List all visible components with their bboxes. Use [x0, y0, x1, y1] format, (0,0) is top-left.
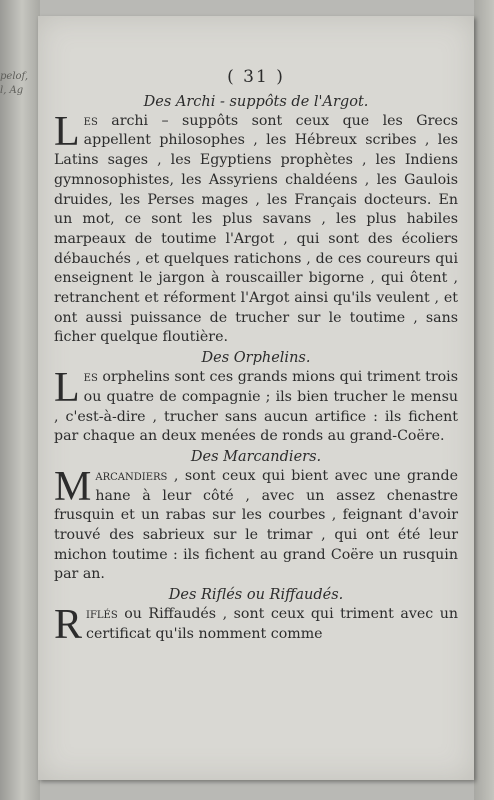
section-heading: Des Marcandiers. — [190, 448, 322, 465]
page-content — [54, 67, 458, 649]
background-right — [474, 0, 494, 800]
adjacent-page-edge — [0, 0, 40, 800]
paragraph-text: ou Riffaudés , sont ceux qui triment avec un certificat qu'ils nomment comme — [86, 606, 458, 642]
lead-word: arcandiers — [95, 467, 168, 484]
drop-cap: L — [54, 108, 80, 155]
drop-cap: M — [54, 463, 92, 510]
section-paragraph — [54, 365, 458, 447]
section-heading: Des Archi - suppôts de l'Argot. — [143, 93, 369, 110]
lead-word: es — [83, 369, 98, 386]
page-number: ( 31 ) — [227, 67, 285, 87]
section-heading: Des Riflés ou Riffaudés. — [168, 587, 344, 604]
book-page — [38, 16, 474, 780]
lead-word: es — [83, 112, 98, 129]
section-paragraph — [54, 463, 458, 585]
adjacent-page-line: pelof, — [0, 71, 29, 82]
section-heading: Des Orphelins. — [201, 350, 311, 367]
drop-cap: R — [54, 602, 83, 649]
paragraph-text: , sont ceux qui bient avec une grande hane à leur côté , avec un assez chenastre frusquin et un rabas sur les courbes , feignant d'avoir trouvé des sabrieux sur le trimar , qui ont été leur michon toutime : ils fichent au grand Coëre un rusquin par an. — [54, 467, 458, 583]
lead-word: iflés — [86, 606, 118, 623]
section-marcandiers — [54, 447, 458, 585]
adjacent-page-text — [0, 70, 36, 98]
section-rifles — [54, 585, 458, 649]
section-orphelins — [54, 348, 458, 447]
adjacent-page-line: l, Ag — [0, 85, 24, 96]
section-paragraph — [54, 108, 458, 348]
paragraph-text: archi – suppôts sont ceux que les Grecs appellent philosophes , les Hébreux scribes , les Latins sages , les Egyptiens prophètes , les Indiens gymnosophistes, les Assyriens chaldéens , les Gaulois druides, les Perses mages , les Français docteurs. En un mot, ce sont les plus savans , les plus habiles marpeaux de toutime l'Argot , qui sont des écoliers débauchés , et quelques ratichons , de ces coureurs qui enseignent le jargon à rouscailler bigorne , qui ôtent , retranchent et réforment l'Argot ainsi qu'ils veulent , et ont aussi puissance de trucher sur le toutime , sans ficher quelque floutière. — [54, 112, 458, 346]
section-archi-suppots — [54, 92, 458, 348]
section-paragraph — [54, 602, 458, 649]
drop-cap: L — [54, 365, 80, 412]
paragraph-text: orphelins sont ces grands mions qui triment trois ou quatre de compagnie ; ils bien trucher le mensu , c'est-à-dire , trucher sans aucun artifice : ils fichent par chaque an deux menées de ronds au grand-Coëre. — [54, 369, 458, 445]
